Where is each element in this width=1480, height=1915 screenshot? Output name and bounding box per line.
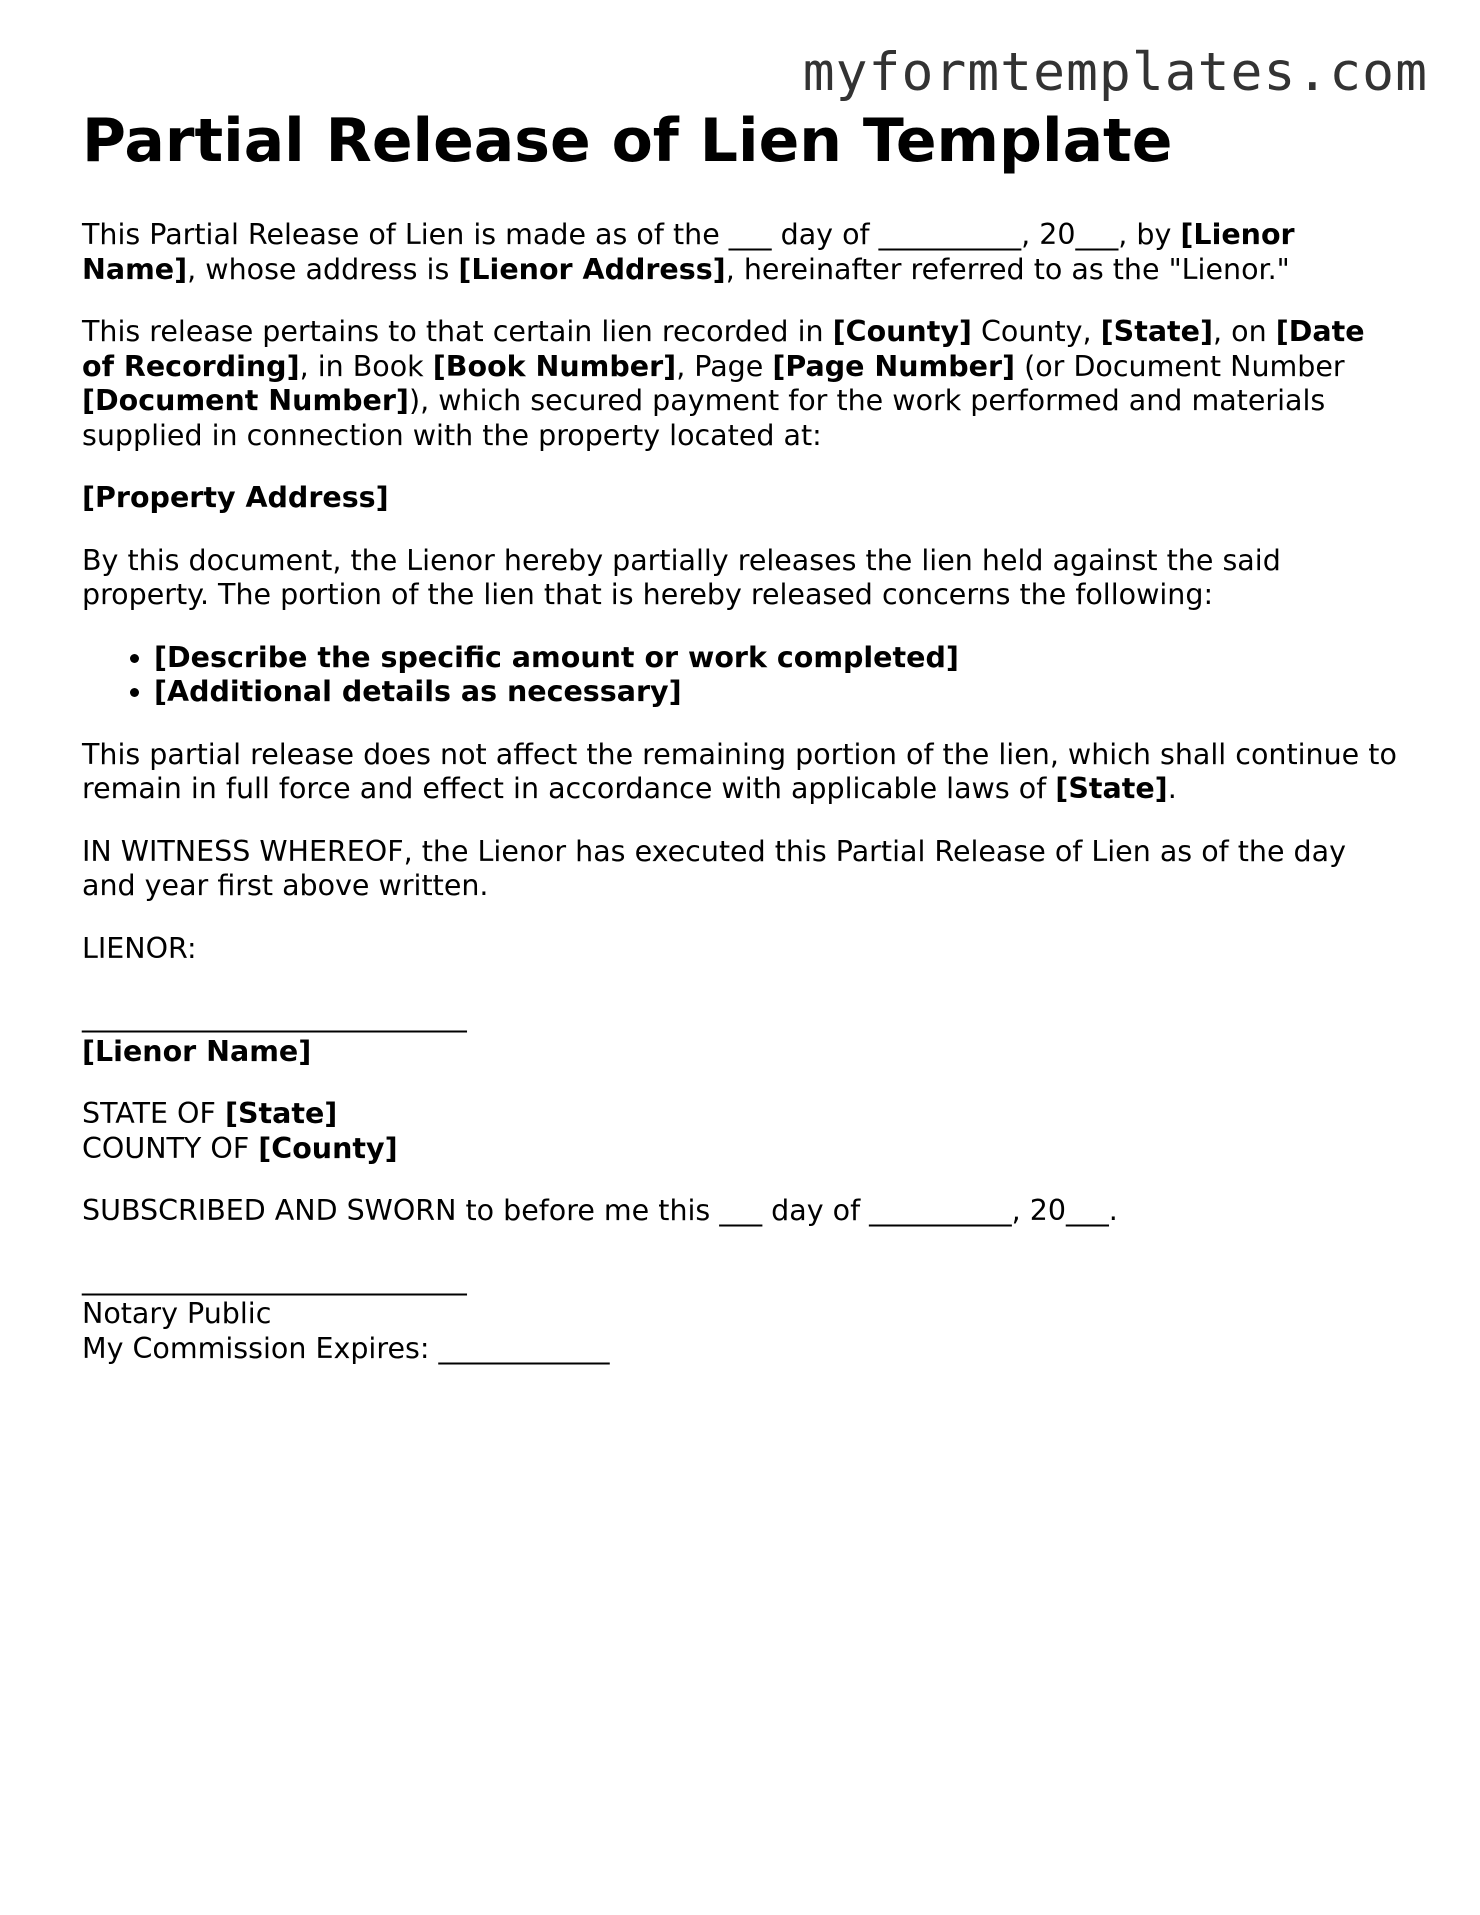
release-details-list [82, 641, 1402, 710]
property-address-paragraph [82, 481, 1402, 516]
county-of-line [82, 1132, 1402, 1167]
release-paragraph: By this document, the Lienor hereby partially releases the lien held against the said property. The portion of the lien that is hereby released concerns the following: [82, 543, 1281, 611]
lienor-name-placeholder: [Lienor Name] [82, 1034, 312, 1068]
document-title: Partial Release of Lien Template [82, 106, 1173, 176]
lienor-name-placeholder: [Lienor Name] [82, 218, 1295, 286]
lienor-name-signature [82, 1035, 1402, 1070]
lien-text-4: , in Book [299, 349, 433, 383]
county-placeholder: [County] [832, 315, 972, 348]
witness-paragraph: IN WITNESS WHEREOF, the Lienor has executed this Partial Release of Lien as of the day and year first above written. [82, 834, 1346, 902]
state-of-line [82, 1097, 1402, 1132]
page-number-placeholder: [Page Number] [772, 349, 1016, 383]
county-of-label: COUNTY OF [82, 1131, 259, 1165]
venue-block [82, 1097, 1402, 1166]
lien-text-1: This release pertains to that certain lien recorded in [82, 315, 833, 348]
commission-expires-line: My Commission Expires: ____________ [82, 1331, 610, 1365]
lien-text-5: , Page [676, 349, 773, 383]
lien-text-3: , on [1213, 315, 1276, 348]
remaining-text-2: . [1167, 772, 1177, 805]
watermark: myformtemplates.com [802, 42, 1428, 103]
state-of-label: STATE OF [82, 1097, 225, 1130]
list-item: • [Describe the specific amount or work completed] [154, 641, 1402, 676]
lienor-label: LIENOR: [82, 931, 197, 965]
remaining-lien-paragraph [82, 738, 1402, 807]
document-number-placeholder: [Document Number] [82, 384, 409, 417]
lien-text-2: County, [971, 315, 1101, 348]
lienor-signature-line: ___________________________ [82, 1000, 467, 1033]
state-placeholder: [State] [224, 1097, 338, 1130]
lien-text-6: (or Document Number [1015, 349, 1345, 383]
document-body [82, 108, 1402, 1394]
lienor-address-placeholder: [Lienor Address] [458, 252, 726, 286]
lien-text-7: ), which secured payment for the work performed and materials supplied in connection with the property located at: [82, 384, 1326, 452]
intro-text-3: , hereinafter referred to as the "Lienor." [725, 252, 1290, 286]
intro-paragraph [82, 218, 1402, 287]
list-item: • [Additional details as necessary] [154, 675, 1402, 710]
sworn-statement: SUBSCRIBED AND SWORN to before me this ___ day of __________, 20___. [82, 1194, 1118, 1227]
property-address-placeholder: [Property Address] [82, 481, 389, 514]
state-placeholder: [State] [1055, 772, 1168, 805]
intro-text-2: , whose address is [187, 252, 459, 286]
book-number-placeholder: [Book Number] [432, 349, 677, 383]
lienor-signature-block [82, 932, 1402, 1070]
intro-text-1: This Partial Release of Lien is made as of the ___ day of __________, 20___, by [82, 218, 1181, 251]
date-of-recording-placeholder: [Date of Recording] [82, 315, 1365, 383]
lien-details-paragraph [82, 315, 1402, 453]
notary-public-label: Notary Public [82, 1297, 272, 1330]
county-placeholder: [County] [258, 1131, 398, 1165]
state-placeholder: [State] [1100, 315, 1214, 348]
remaining-text-1: This partial release does not affect the remaining portion of the lien, which shall continue to remain in full force and effect in accordance with applicable laws of [82, 737, 1397, 805]
notary-signature-line: ___________________________ [82, 1262, 467, 1296]
notary-block [82, 1263, 1402, 1367]
